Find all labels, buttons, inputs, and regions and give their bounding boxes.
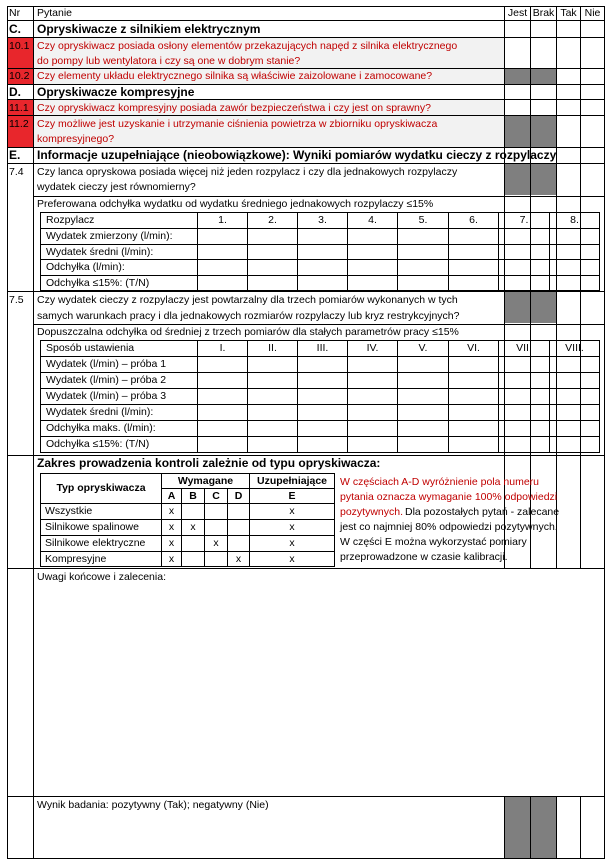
table1-row-label: Wydatek średni (l/min): [46, 246, 154, 258]
zakres-cell: x [289, 537, 295, 549]
gray-box-7-4 [505, 164, 557, 195]
q10-2-text: Czy elementy układu elektrycznego silnika są właściwie zaizolowane i zamocowane? [37, 70, 433, 82]
zakres-cell: x [213, 537, 219, 549]
zakres-typ-header: Typ opryskiwacza [56, 482, 146, 494]
zakres-note-line5: W części E można wykorzystać pomiary [340, 536, 527, 548]
q7-5-line1: Czy wydatek cieczy z rozpylaczy jest powtarzalny dla trzech pomiarów wykonanych w tych [37, 294, 458, 306]
q7-4-line2: wydatek cieczy jest równomierny? [37, 181, 196, 193]
zakres-note-line4: jest co najmniej 80% odpowiedzi pozytywnych. [340, 521, 558, 533]
q7-5-nr: 7.5 [9, 294, 24, 306]
zakres-cell: x [289, 505, 295, 517]
table2-head: Sposób ustawienia [46, 342, 135, 354]
table2-col: VI. [467, 342, 480, 354]
table1-head: Rozpylacz [46, 214, 95, 226]
zakres-col-e: E [288, 490, 296, 502]
wynik-label: Wynik badania: pozytywny (Tak); negatywny (Nie) [37, 799, 269, 811]
table1-col: 8. [570, 214, 579, 226]
gray-box-10-2 [505, 69, 557, 84]
q10-1-nr: 10.1 [9, 40, 30, 52]
header-brak: Brak [532, 7, 555, 19]
zakres-note-line6: przeprowadzone w czasie kalibracji. [340, 551, 508, 563]
zakres-row-name: Kompresyjne [45, 553, 107, 565]
q7-4-note: Preferowana odchyłka wydatku od wydatku średniego jednakowych rozpylaczy ≤15% [37, 198, 434, 210]
q11-2-nr: 11.2 [9, 118, 29, 130]
zakres-uzupelniajace-header: Uzupełniające [256, 475, 328, 487]
header-nie: Nie [584, 7, 601, 19]
table2-col: II. [268, 342, 277, 354]
table2-col: III. [316, 342, 329, 354]
table2-row-label: Wydatek (l/min) – próba 1 [46, 358, 167, 370]
header-nr: Nr [9, 7, 21, 19]
section-d-title: Opryskiwacze kompresyjne [37, 85, 195, 99]
header-jest: Jest [507, 7, 528, 19]
header-pytanie: Pytanie [37, 7, 73, 19]
q10-2-nr: 10.2 [9, 70, 30, 82]
table1-col: 6. [469, 214, 478, 226]
zakres-cell: x [190, 521, 196, 533]
table2-row-label: Odchyłka ≤15%: (T/N) [46, 438, 150, 450]
q10-1-line1: Czy opryskiwacz posiada osłony elementów przekazujących napęd z silnika elektrycznego [37, 40, 458, 52]
table1-col: 2. [268, 214, 277, 226]
table2-row-label: Wydatek średni (l/min): [46, 406, 154, 418]
gray-box-7-5 [505, 292, 557, 323]
zakres-row-name: Wszystkie [45, 505, 93, 517]
zakres-note-line2: pytania oznacza wymaganie 100% odpowiedzi [340, 491, 558, 503]
table1-col: 7. [519, 214, 529, 226]
q7-5-note: Dopuszczalna odchyłka od średniej z trzech pomiarów dla stałych parametrów pracy ≤15% [37, 326, 459, 338]
table1-col: 1. [218, 214, 227, 226]
section-e-nr: E. [9, 148, 21, 162]
q11-1-nr: 11.1 [9, 102, 29, 114]
q7-5-line2: samych warunkach pracy i dla jednakowych rozmiarów rozpylaczy lub kryz restrykcyjnych? [37, 310, 460, 322]
table2-col: VIII. [565, 342, 584, 354]
table2-col: I. [219, 342, 226, 354]
table2-col: VII. [516, 342, 532, 354]
zakres-col-a: A [167, 490, 176, 502]
zakres-col-c: C [212, 490, 220, 502]
zakres-cell: x [168, 521, 175, 533]
table1-col: 5. [418, 214, 428, 226]
zakres-cell: x [235, 553, 242, 565]
table2-col: IV. [366, 342, 379, 354]
zakres-cell: x [289, 553, 295, 565]
table1-row-label: Odchyłka (l/min): [46, 261, 125, 273]
table1-row-label: Wydatek zmierzony (l/min): [46, 230, 173, 242]
q11-2-line2: kompresyjnego? [37, 133, 115, 145]
gray-box-11-2 [505, 116, 557, 147]
wynik-nie-box[interactable] [581, 797, 604, 858]
q11-2-line1: Czy możliwe jest uzyskanie i utrzymanie ciśnienia powietrza w zbiorniku opryskiwacza [37, 118, 438, 130]
zakres-wymagane-header: Wymagane [177, 475, 234, 487]
gray-box-wynik [505, 796, 557, 858]
zakres-cell: x [168, 537, 175, 549]
q11-1-text: Czy opryskiwacz kompresyjny posiada zawór bezpieczeństwa i czy jest on sprawny? [37, 102, 431, 114]
zakres-cell: x [168, 505, 175, 517]
table1-row-label: Odchyłka ≤15%: (T/N) [46, 277, 150, 289]
section-d-nr: D. [9, 85, 21, 99]
header-tak: Tak [560, 7, 577, 19]
uwagi-label: Uwagi końcowe i zalecenia: [37, 571, 166, 583]
zakres-note-line3a: pozytywnych. [340, 506, 404, 518]
q10-1-line2: do pompy lub wentylatora i czy są one w dobrym stanie? [37, 55, 301, 67]
wynik-tak-box[interactable] [557, 797, 580, 858]
table2-row-label: Wydatek (l/min) – próba 3 [46, 390, 167, 402]
section-c-nr: C. [9, 22, 21, 36]
uwagi-field[interactable] [34, 584, 604, 794]
zakres-row-name: Silnikowe spalinowe [45, 521, 139, 533]
zakres-cell: x [168, 553, 175, 565]
table2-row-label: Wydatek (l/min) – próba 2 [46, 374, 167, 386]
zakres-col-d: D [234, 490, 243, 502]
zakres-col-b: B [189, 490, 197, 502]
table1-col: 3. [318, 214, 327, 226]
section-c-title: Opryskiwacze z silnikiem elektrycznym [37, 22, 261, 36]
table1-col: 4. [368, 214, 377, 226]
zakres-note-line3b: Dla pozostałych pytań - zalecane [405, 506, 560, 518]
table2-col: V. [418, 342, 428, 354]
zakres-row-name: Silnikowe elektryczne [45, 537, 146, 549]
q7-4-nr: 7.4 [9, 166, 24, 178]
zakres-cell: x [289, 521, 295, 533]
section-e-title: Informacje uzupełniające (nieobowiązkowe): Wyniki pomiarów wydatku cieczy z rozpylaczy [37, 148, 557, 162]
zakres-note-line1: W częściach A-D wyróżnienie pola numeru [340, 476, 539, 488]
table2-row-label: Odchyłka maks. (l/min): [46, 422, 156, 434]
q7-4-line1: Czy lanca opryskowa posiada więcej niż jeden rozpylacz i czy dla jednakowych rozpylaczy [37, 166, 458, 178]
zakres-title: Zakres prowadzenia kontroli zależnie od typu opryskiwacza: [37, 456, 381, 470]
